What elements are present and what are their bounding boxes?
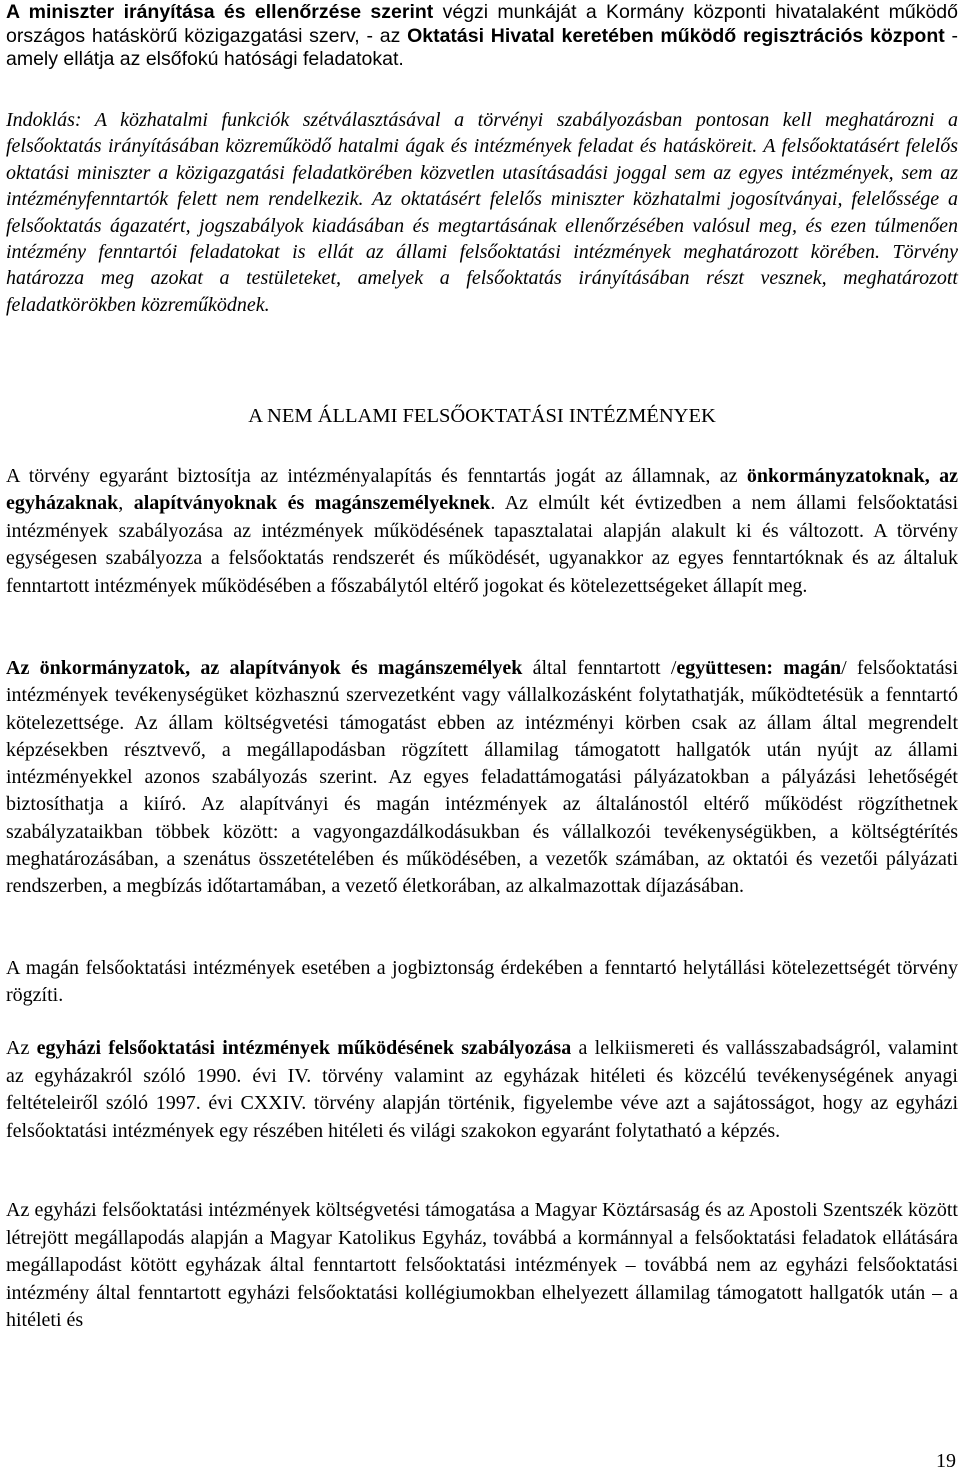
bold-phrase: és — [340, 657, 378, 679]
bold-phrase: A miniszter irányítása és ellenőrzése szerint — [6, 1, 434, 23]
text-run: - amely ellátja az elsőfokú hatósági feladatokat. — [6, 24, 958, 70]
paragraph-intezmenyalapitas — [6, 463, 958, 600]
section-heading: A NEM ÁLLAMI FELSŐOKTATÁSI INTÉZMÉNYEK — [248, 405, 716, 427]
text-run: A törvény egyaránt biztosítja az intézményalapítás és fenntartás jogát az államnak, az — [6, 465, 747, 487]
text-run: által fenntartott / — [522, 657, 677, 679]
bold-phrase: egyházi felsőoktatási intézmények működésének szabályozása — [36, 1037, 572, 1059]
paragraph-indoklas: Indoklás: A közhatalmi funkciók szétválasztásával a törvényi szabályozásban pontosan kell meghatározni a felsőoktatás irányításában közreműködő hatalmi ágak és intézmények feladat és hatásköreit. A felsőoktatásért felelős oktatási miniszter a közigazgatási feladatkörében közvetlen utasításadási joggal sem az egyes intézmények, sem az intézményfenntartók felett nem rendelkezik. Az oktatásért felelős miniszter közhatalmi jogosítványai, felelőssége a felsőoktatás ágazatért, jogszabályok kiadásában és megtartásának ellenőrzésében valósul meg, és ezen túlmenően intézmény fenntartói feladatokat is ellát az állami felsőoktatási intézmények meghatározott körében. Törvény határozza meg azokat a testületeket, amelyek a felsőoktatás irányításában részt vesznek, meghatározott feladatkörökben közreműködnek. — [6, 109, 958, 316]
text-run: , — [118, 492, 134, 515]
bold-phrase: magánszemélyek — [377, 657, 523, 679]
bold-phrase: Az önkormányzatok, az alapítványok — [6, 657, 341, 679]
paragraph-egyhazi-tamogatas: Az egyházi felsőoktatási intézmények költségvetési támogatása a Magyar Köztársaság és az Apostoli Szentszék között létrejött megállapodás alapján a Magyar Katolikus Egyház, továbbá a kormánnyal a felsőoktatási feladatok ellátására megállapodást kötött egyházak által fenntartott felsőoktatási intézmények – továbbá nem az egyházi felsőoktatási intézmény által fenntartott egyházi felsőoktatási kollégiumokban elhelyezett államilag támogatott hallgatók után – a hitéleti és — [6, 1199, 958, 1331]
page-number: 19 — [936, 1450, 956, 1472]
text-run: Az — [6, 1037, 37, 1059]
bold-phrase: alapítványoknak és magánszemélyeknek — [133, 492, 491, 515]
bold-phrase: Oktatási Hivatal keretében működő regisztrációs központ — [407, 24, 945, 47]
text-run: / felsőoktatási intézmények tevékenységüket közhasznú szervezetként vagy vállalkozásként folytathatják, működtetésük a fenntartó kötelezettsége. Az állam költségvetési támogatást ebben az intézményi körben csak az állam által megrendelt képzésekben résztvevő, a megállapodásban rögzített államilag támogatott hallgatók után nyújt az állami intézményekkel azonos szabályozás szerint. Az egyes feladattámogatási pályázatokban a pályázási lehetőségét biztosíthatja a kiíró. Az alapítványi és magán intézmények az általánostól eltérő működést rögzíthetnek szabályzataikban többek között: a vagyongazdálkodásukban és vállalkozói tevékenységükben, a költségtérítés meghatározásában, a szenátus összetételében és működésében, a vezetők számában, az oktatói és vezetői pályázati rendszerben, a megbízás időtartamában, a vezető életkorában, az alkalmazottak díjazásában. — [6, 657, 959, 898]
text-run: . Az elmúlt két évtizedben a nem állami felsőoktatási intézmények szabályozása az intézmények működésének tapasztalatai alapján alakult ki és változott. A törvény egységesen szabályozza a felsőoktatás rendszerét és működését, ugyanakkor az egyes fenntartóknak és az általuk fenntartott intézmények működésében a főszabálytól eltérő jogokat és kötelezettségeket állapít meg. — [6, 492, 959, 597]
paragraph-magan-intezmenyek — [6, 655, 958, 901]
bold-phrase: együttesen: magán — [676, 657, 842, 679]
paragraph-regisztracios-kozpont — [6, 1, 958, 72]
paragraph-jogbiztonsag: A magán felsőoktatási intézmények esetében a jogbiztonság érdekében a fenntartó helytállási kötelezettségét törvény rögzíti. — [6, 957, 958, 1007]
text-run: végzi munkáját a Kormány központi hivatalaként működő országos hatáskörű közigazgatási szerv, - az — [6, 1, 958, 47]
bold-phrase: önkormányzatoknak, az egyházaknak — [6, 465, 958, 515]
paragraph-egyhazi-szabalyozas — [6, 1035, 958, 1145]
text-run: a lelkiismereti és vallásszabadságról, valamint az egyházakról szóló 1990. évi IV. törvény valamint az egyházak hitéleti és közcélú tevékenységének anyagi feltételeiről szóló 1997. évi CXXIV. törvény alapján történik, figyelembe véve azt a sajátosságot, hogy az egyházi felsőoktatási intézmények egy részében hitéleti és világi szakokon egyaránt folytatható a képzés. — [6, 1037, 958, 1142]
